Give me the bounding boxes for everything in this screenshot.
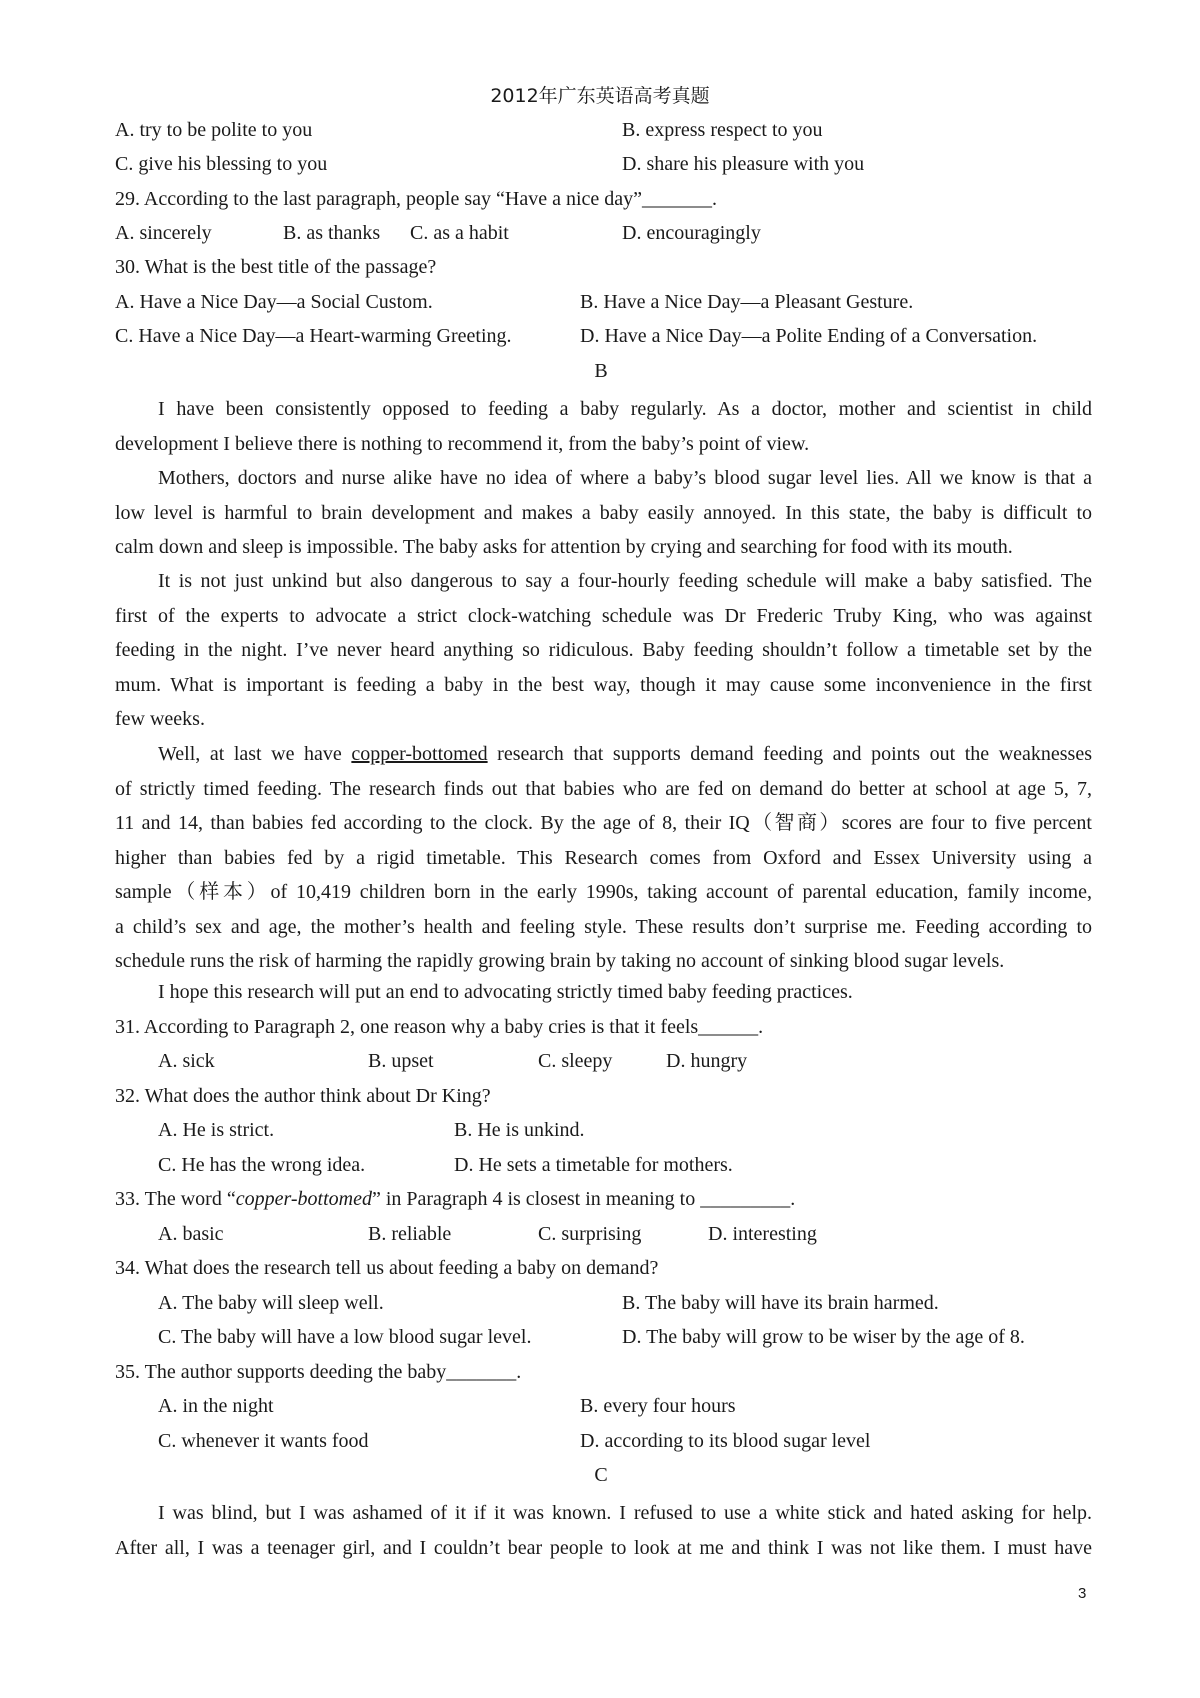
q31-option-b: B. upset	[368, 1050, 434, 1072]
line: After all, I was a teenager girl, and I couldn’t bear people to look at me and think I was not like them. I must have	[115, 1536, 1092, 1559]
line: I was blind, but I was ashamed of it if it was known. I refused to use a white stick and hated asking for help.	[158, 1502, 1092, 1524]
q28-option-d: D. share his pleasure with you	[622, 153, 865, 175]
line: development I believe there is nothing to recommend it, from the baby’s point of view.	[115, 432, 810, 455]
q32-option-a: A. He is strict.	[158, 1119, 275, 1141]
q30-option-a: A. Have a Nice Day—a Social Custom.	[115, 291, 433, 313]
passage-b-paragraph-2	[115, 461, 1092, 565]
q35-stem: 35. The author supports deeding the baby_______.	[115, 1361, 522, 1383]
q34-option-a: A. The baby will sleep well.	[158, 1292, 384, 1314]
q28-option-a: A. try to be polite to you	[115, 119, 313, 141]
line: research that supports demand feeding and points out the weaknesses	[487, 743, 1092, 765]
underlined-word: copper-bottomed	[351, 743, 488, 765]
q29-option-d: D. encouragingly	[622, 222, 761, 244]
q33-option-c: C. surprising	[538, 1223, 642, 1245]
line: sample（样本）of 10,419 children born in the early 1990s, taking account of parental education, family income,	[115, 881, 1092, 903]
q33-stem	[115, 1185, 795, 1213]
page-title: 2012年广东英语高考真题	[490, 85, 710, 107]
q29-option-c: C. as a habit	[410, 222, 509, 244]
q29-option-b: B. as thanks	[283, 222, 381, 244]
q29-stem: 29. According to the last paragraph, people say “Have a nice day”_______.	[115, 188, 718, 210]
passage-c-paragraph-1	[115, 1496, 1092, 1565]
q33-option-d: D. interesting	[708, 1223, 817, 1245]
q29-option-a: A. sincerely	[115, 222, 212, 244]
q35-option-a: A. in the night	[158, 1395, 274, 1417]
q30-option-d: D. Have a Nice Day—a Polite Ending of a Conversation.	[580, 325, 1038, 347]
line: feeding in the night. I’ve never heard anything so ridiculous. Baby feeding shouldn’t follow a timetable set by the	[115, 639, 1092, 661]
line: 11 and 14, than babies fed according to the clock. By the age of 8, their IQ（智商）scores are four to five percent	[115, 812, 1092, 834]
q31-option-c: C. sleepy	[538, 1050, 613, 1072]
line: It is not just unkind but also dangerous to say a four-hourly feeding schedule will make a baby satisfied. The	[158, 570, 1092, 592]
q33-stem-keyword: copper-bottomed	[235, 1188, 372, 1210]
q34-stem: 34. What does the research tell us about feeding a baby on demand?	[115, 1257, 659, 1279]
line: I have been consistently opposed to feeding a baby regularly. As a doctor, mother and scientist in child	[158, 398, 1092, 420]
line: few weeks.	[115, 708, 205, 730]
q34-option-c: C. The baby will have a low blood sugar level.	[158, 1326, 532, 1348]
q35-option-d: D. according to its blood sugar level	[580, 1430, 871, 1452]
q35-option-c: C. whenever it wants food	[158, 1430, 369, 1452]
q30-option-c: C. Have a Nice Day—a Heart-warming Greeting.	[115, 325, 512, 347]
q35-option-b: B. every four hours	[580, 1395, 736, 1417]
line: Well, at last we have	[158, 743, 352, 765]
section-b-label: B	[594, 360, 608, 382]
q32-option-c: C. He has the wrong idea.	[158, 1154, 366, 1176]
line: higher than babies fed by a rigid timetable. This Research comes from Oxford and Essex University using a	[115, 846, 1092, 869]
q34-option-b: B. The baby will have its brain harmed.	[622, 1292, 939, 1314]
line: first of the experts to advocate a strict clock-watching schedule was Dr Frederic Truby King, who was against	[115, 604, 1092, 627]
q33-option-a: A. basic	[158, 1223, 224, 1245]
passage-b-paragraph-4	[115, 737, 1092, 979]
passage-b-paragraph-3	[115, 564, 1092, 737]
q31-stem: 31. According to Paragraph 2, one reason why a baby cries is that it feels______.	[115, 1016, 764, 1038]
section-c-label: C	[594, 1464, 608, 1486]
q31-option-a: A. sick	[158, 1050, 215, 1072]
q30-option-b: B. Have a Nice Day—a Pleasant Gesture.	[580, 291, 914, 313]
q32-stem: 32. What does the author think about Dr King?	[115, 1085, 491, 1107]
line: low level is harmful to brain development and makes a baby easily annoyed. In this state, the baby is difficult to	[115, 501, 1092, 524]
line: Mothers, doctors and nurse alike have no idea of where a baby’s blood sugar level lies. All we know is that a	[158, 467, 1092, 489]
line: schedule runs the risk of harming the rapidly growing brain by taking no account of sinking blood sugar levels.	[115, 950, 1005, 972]
q33-option-b: B. reliable	[368, 1223, 452, 1245]
passage-b-paragraph-5: I hope this research will put an end to advocating strictly timed baby feeding practices.	[158, 981, 853, 1003]
page-number: 3	[1078, 1585, 1087, 1602]
q28-option-c: C. give his blessing to you	[115, 153, 328, 175]
q33-stem-start: 33. The word “	[115, 1188, 236, 1210]
line: calm down and sleep is impossible. The baby asks for attention by crying and searching for food with its mouth.	[115, 536, 1013, 558]
line: a child’s sex and age, the mother’s health and feeling style. These results don’t surprise me. Feeding according to	[115, 915, 1092, 938]
q30-stem: 30. What is the best title of the passage?	[115, 256, 437, 278]
line: of strictly timed feeding. The research finds out that babies who are fed on demand do better at school at age 5, 7,	[115, 777, 1092, 800]
q32-option-b: B. He is unkind.	[454, 1119, 585, 1141]
line: mum. What is important is feeding a baby in the best way, though it may cause some inconvenience in the first	[115, 673, 1092, 696]
q31-option-d: D. hungry	[666, 1050, 748, 1072]
q34-option-d: D. The baby will grow to be wiser by the age of 8.	[622, 1326, 1025, 1348]
q33-stem-end: ” in Paragraph 4 is closest in meaning to _________.	[371, 1188, 796, 1210]
q28-option-b: B. express respect to you	[622, 119, 823, 141]
q32-option-d: D. He sets a timetable for mothers.	[454, 1154, 733, 1176]
passage-b-paragraph-1	[115, 392, 1092, 461]
